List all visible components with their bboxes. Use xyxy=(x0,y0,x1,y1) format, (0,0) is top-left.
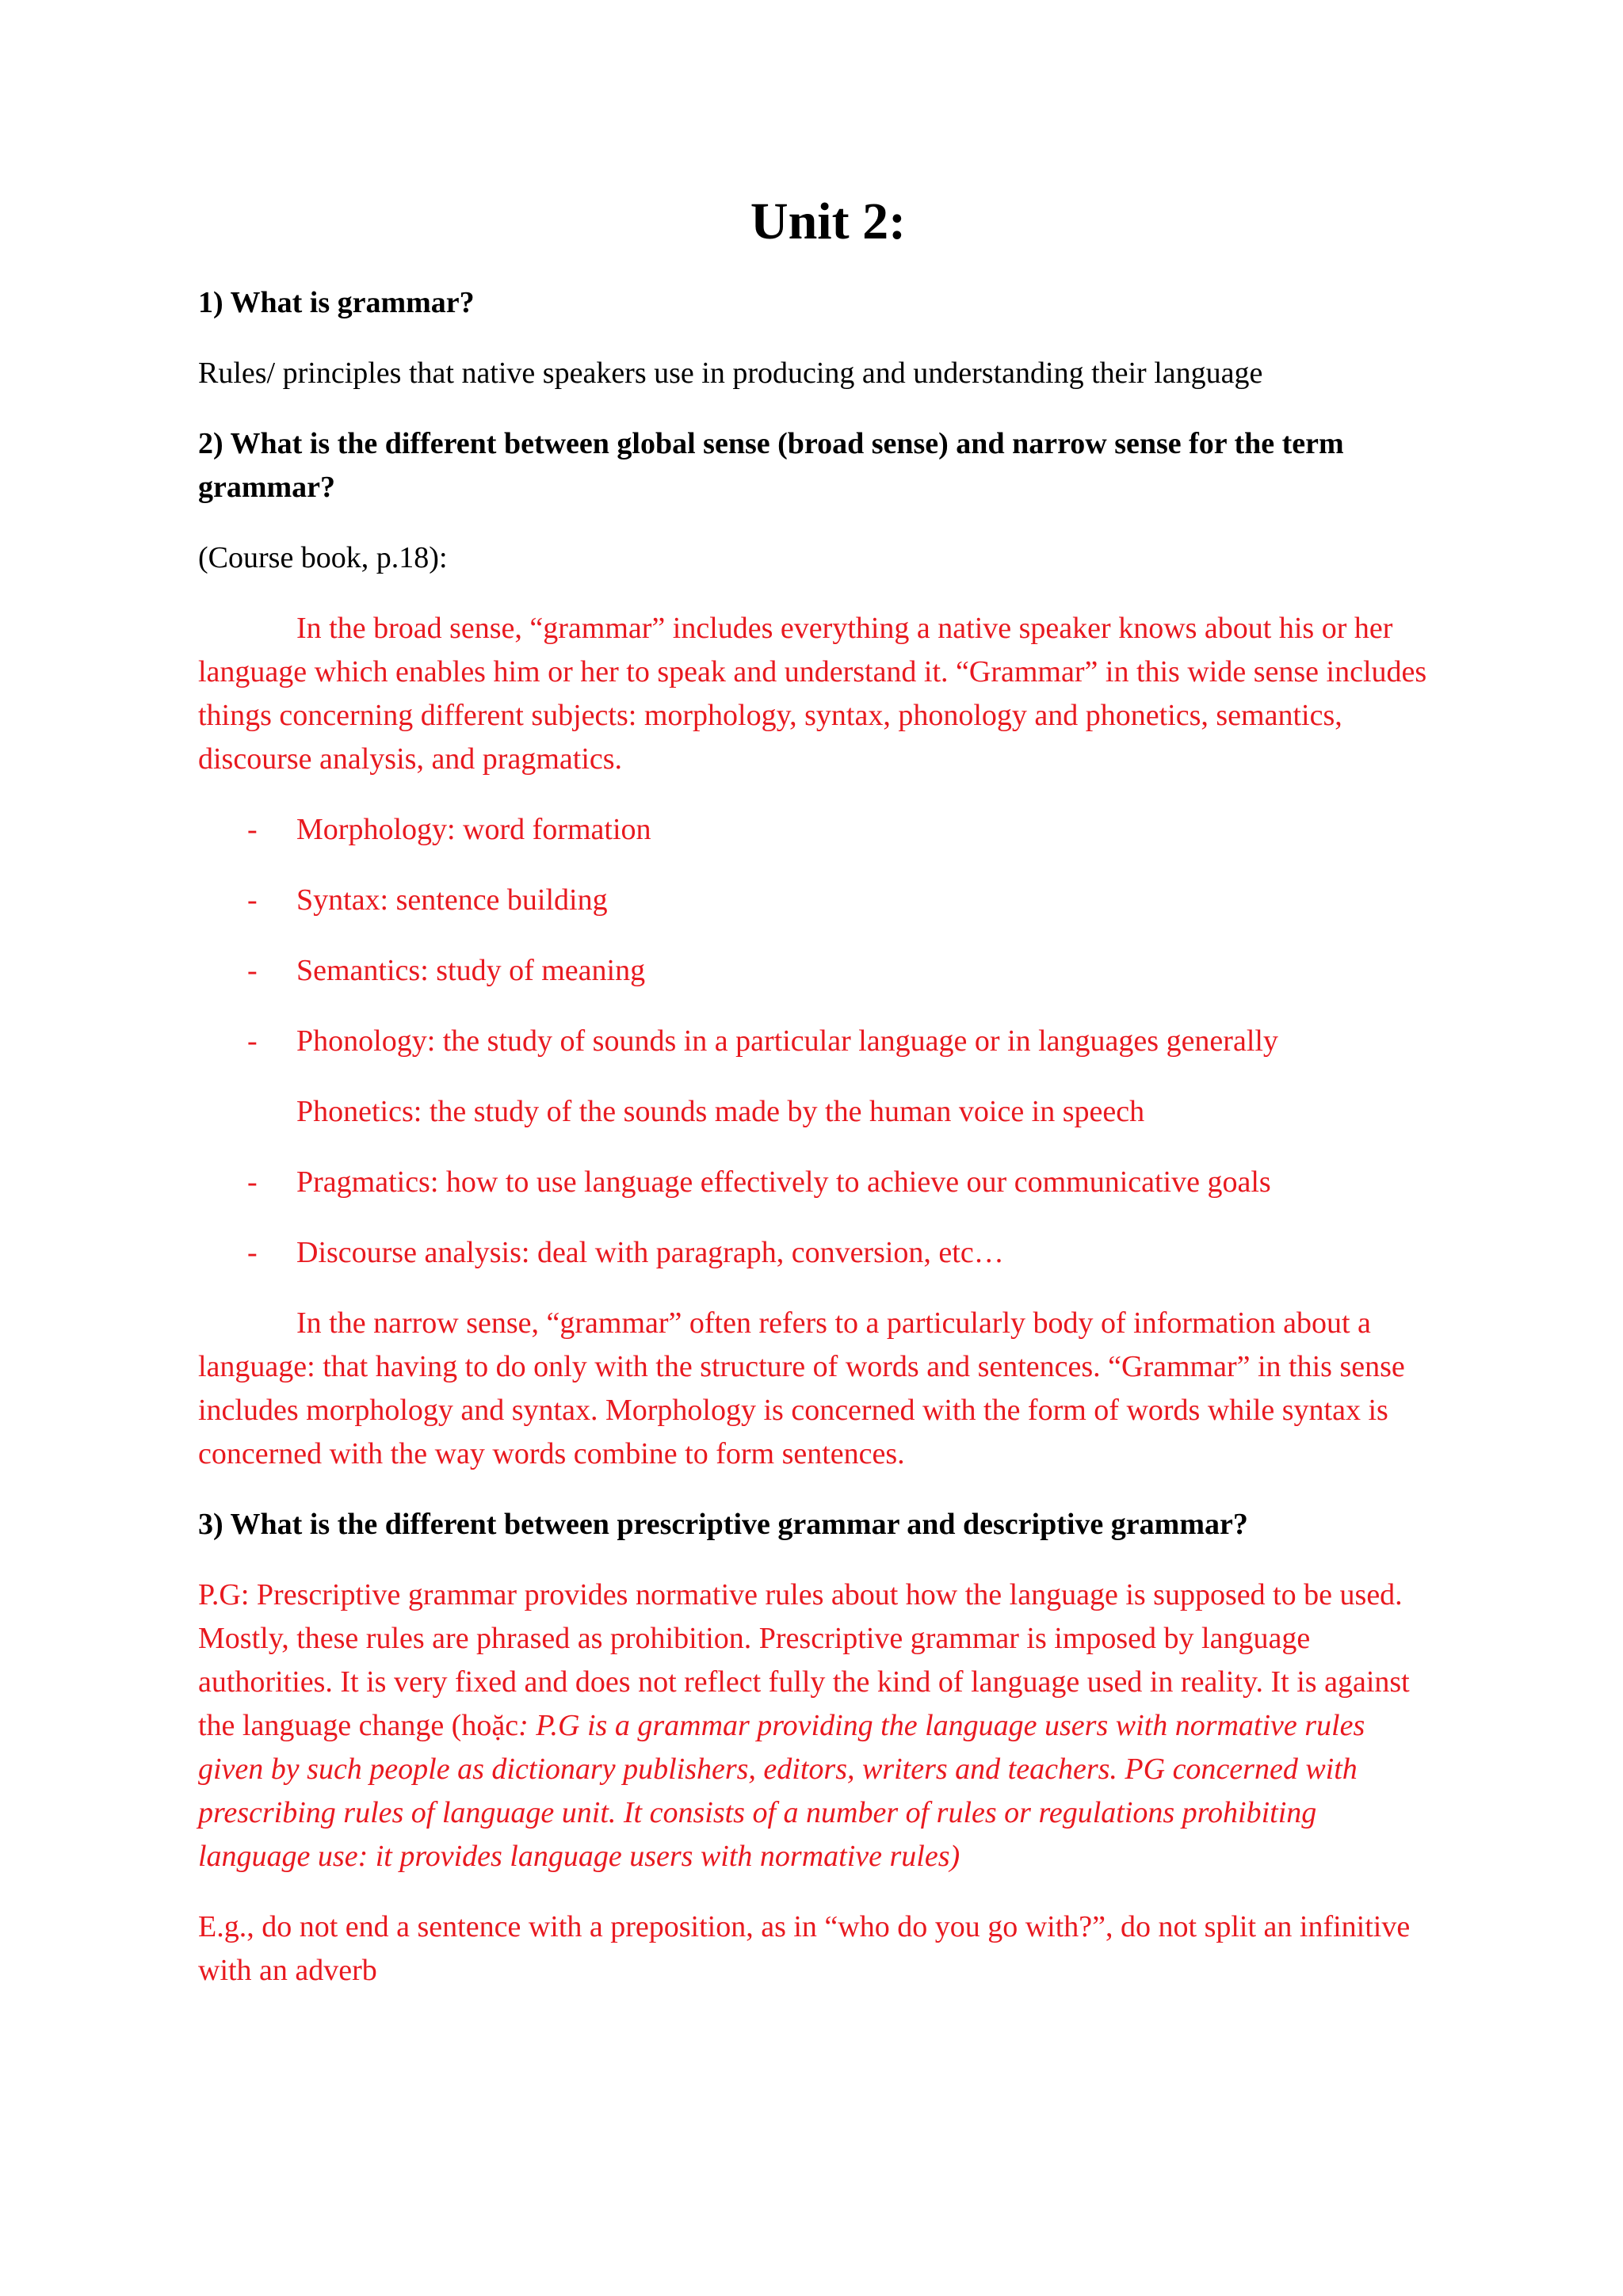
dash-marker: - xyxy=(247,813,258,847)
dash-marker: - xyxy=(247,1165,258,1199)
subject-list-continued xyxy=(198,1161,1434,1275)
pg-italic-text: : P.G is a grammar providing the language users with normative rules given by such people as dictionary publishers, editors, writers and teachers. PG concerned with prescribing rules of language unit. It consists of a number of rules or regulations prohibiting language use: it provides language users with normative rules) xyxy=(198,1709,1365,1874)
broad-sense-paragraph: In the broad sense, “grammar” includes everything a native speaker knows about his or her language which enables him or her to speak and understand it. “Grammar” in this wide sense includes things concerning different subjects: morphology, syntax, phonology and phonetics, semantics, discourse analysis, and pragmatics. xyxy=(198,612,1427,776)
dash-marker: - xyxy=(247,883,258,917)
list-item xyxy=(198,879,1434,922)
list-item xyxy=(198,1161,1434,1204)
phonetics-line: Phonetics: the study of the sounds made by the human voice in speech xyxy=(296,1095,1145,1129)
list-item-text: Morphology: word formation xyxy=(296,813,651,847)
list-item-text: Pragmatics: how to use language effectively to achieve our communicative goals xyxy=(296,1165,1271,1199)
question-1: 1) What is grammar? xyxy=(198,286,475,320)
pg-text: P.G: Prescriptive grammar provides normative rules about how the language is supposed to be used. Mostly, these rules are phrased as prohibition. Prescriptive grammar is imposed by language authorities. It is very fixed and does not reflect fully the kind of language used in reality. It is against the language change (hoặc xyxy=(198,1578,1410,1743)
list-item xyxy=(198,1020,1434,1063)
list-item-text: Semantics: study of meaning xyxy=(296,954,646,988)
dash-marker: - xyxy=(247,954,258,988)
subject-list xyxy=(198,808,1434,1063)
example-paragraph: E.g., do not end a sentence with a preposition, as in “who do you go with?”, do not split an infinitive with an adverb xyxy=(198,1910,1411,1988)
dash-marker: - xyxy=(247,1236,258,1270)
question-3: 3) What is the different between prescriptive grammar and descriptive grammar? xyxy=(198,1508,1248,1542)
page-title: Unit 2: xyxy=(750,193,907,250)
list-item xyxy=(198,1231,1434,1275)
prescriptive-grammar-paragraph xyxy=(198,1573,1434,1878)
source-reference: (Course book, p.18): xyxy=(198,541,448,575)
list-item xyxy=(198,949,1434,993)
document-page xyxy=(198,190,1434,2019)
question-2: 2) What is the different between global sense (broad sense) and narrow sense for the term grammar? xyxy=(198,427,1344,505)
answer-1: Rules/ principles that native speakers use in producing and understanding their language xyxy=(198,357,1263,391)
list-item-text: Syntax: sentence building xyxy=(296,883,608,917)
list-item-text: Phonology: the study of sounds in a particular language or in languages generally xyxy=(296,1024,1278,1058)
list-item-text: Discourse analysis: deal with paragraph, conversion, etc… xyxy=(296,1236,1004,1270)
narrow-sense-paragraph: In the narrow sense, “grammar” often refers to a particularly body of information about a language: that having to do only with the structure of words and sentences. “Grammar” in this sense includes morphology and syntax. Morphology is concerned with the form of words while syntax is concerned with the way words combine to form sentences. xyxy=(198,1306,1405,1471)
dash-marker: - xyxy=(247,1024,258,1058)
list-item xyxy=(198,808,1434,852)
